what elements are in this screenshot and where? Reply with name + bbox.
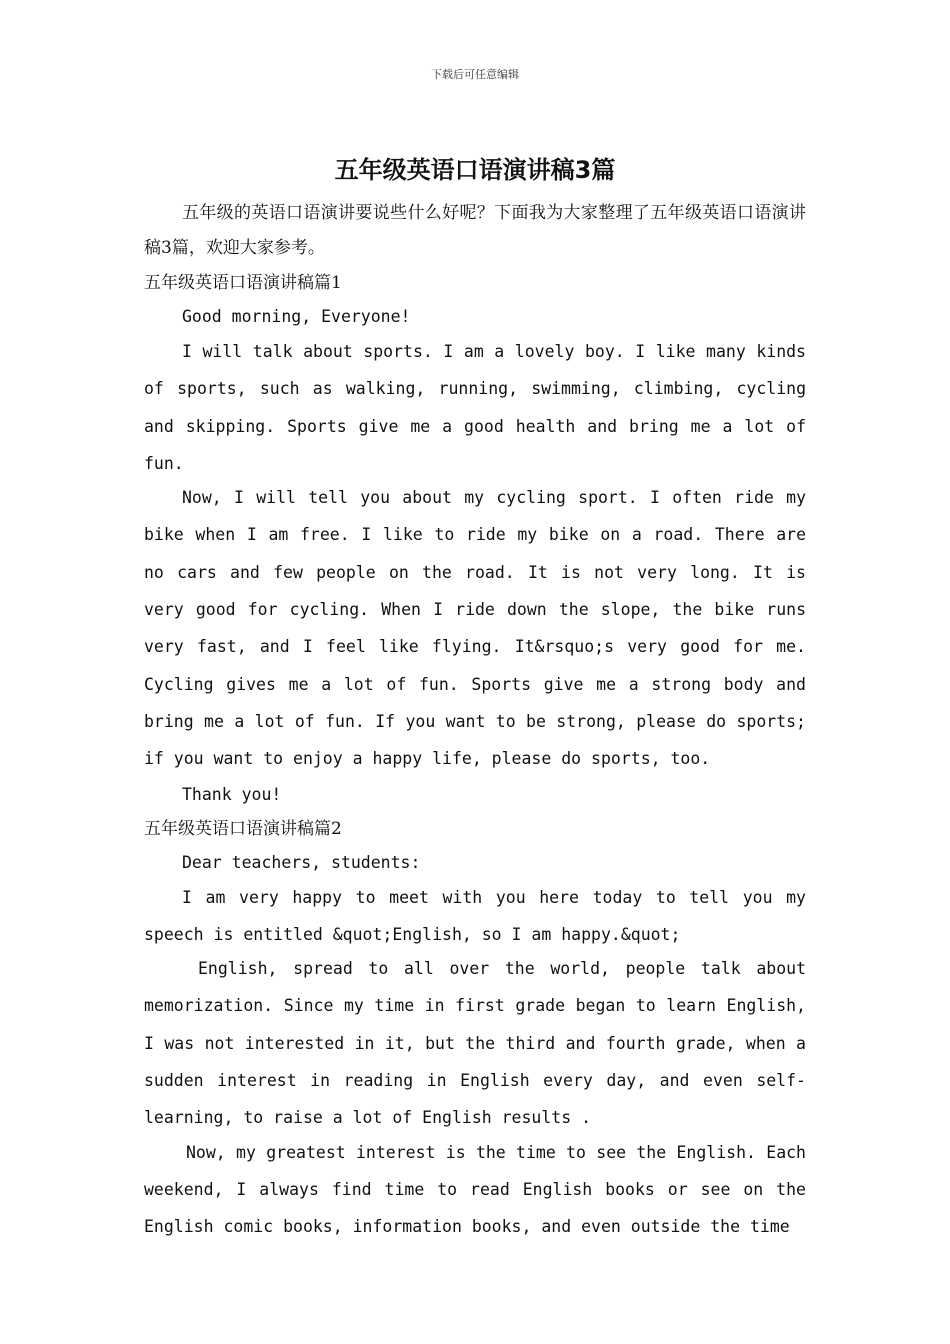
greeting-paragraph: Dear teachers, students: — [182, 852, 421, 872]
closing-paragraph: Thank you! — [182, 784, 282, 804]
section-heading-2: 五年级英语口语演讲稿篇2 — [144, 818, 342, 839]
body-paragraph: I will talk about sports. I am a lovely boy. I like many kinds of sports, such as walking, running, swimming, climbing, cycling and skipping. Sports give me a good health and bring me a lot of fun. — [144, 342, 806, 473]
body-paragraph: Now, my greatest interest is the time to see the English. Each weekend, I always find time to read English books or see on the English comic books, information books, and even outside the time — [144, 1142, 806, 1237]
page-header-note: 下载后可任意编辑 — [431, 68, 519, 81]
body-paragraph: I am very happy to meet with you here today to tell you my speech is entitled &quot;English, so I am happy.&quot; — [144, 887, 806, 944]
greeting-paragraph: Good morning, Everyone! — [182, 307, 411, 326]
intro-paragraph: 五年级的英语口语演讲要说些什么好呢？下面我为大家整理了五年级英语口语演讲稿3篇，欢迎大家参考。 — [144, 203, 806, 258]
document-body — [144, 196, 806, 1246]
section-heading-1: 五年级英语口语演讲稿篇1 — [144, 273, 342, 293]
body-paragraph: Now, I will tell you about my cycling sport. I often ride my bike when I am free. I like to ride my bike on a road. There are no cars and few people on the road. It is not very long. It is very good for cycling. When I ride down the slope, the bike runs very fast, and I feel like flying. It&rsquo;s very good for me. Cycling gives me a lot of fun. Sports give me a strong body and bring me a lot of fun. If you want to be strong, please do sports; if you want to enjoy a happy life, please do sports, too. — [144, 488, 806, 769]
body-paragraph: English, spread to all over the world, people talk about memorization. Since my time in first grade began to learn English, I was not interested in it, but the third and fourth grade, when a sudden interest in reading in English every day, and even self-learning, to raise a lot of English results . — [144, 959, 806, 1128]
document-title: 五年级英语口语演讲稿3篇 — [334, 156, 616, 184]
